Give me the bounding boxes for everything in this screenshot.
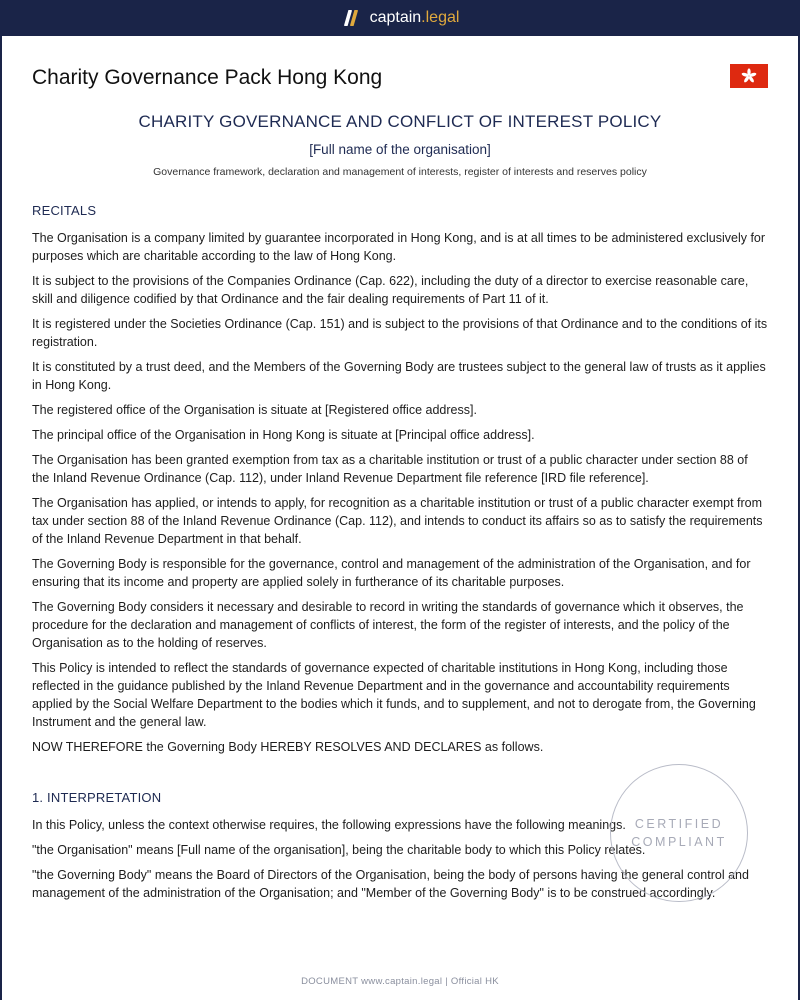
organisation-name-placeholder: [Full name of the organisation]	[309, 142, 491, 157]
recital-paragraph: The principal office of the Organisation in Hong Kong is situate at [Principal office address].	[32, 428, 535, 442]
recital-paragraph: This Policy is intended to reflect the standards of governance expected of charitable institutions in Hong Kong, including those reflected in the guidance published by the Inland Revenue Department and in the governance and accountability requirements applied by the Social Welfare Department to the bodies which it funds, and to supplement, and not to derogate from, the Governing Instrument and the general law.	[32, 661, 756, 729]
recitals-heading: RECITALS	[32, 203, 97, 218]
recital-paragraph: It is registered under the Societies Ordinance (Cap. 151) and is subject to the provisions of that Ordinance and to the conditions of its registration.	[32, 317, 768, 349]
brand-tld: .legal	[421, 9, 460, 26]
recital-paragraph: It is subject to the provisions of the Companies Ordinance (Cap. 622), including the duty of a director to exercise reasonable care, skill and diligence codified by that Ordinance and the fair dealing requirements of Part 11 of it.	[32, 274, 749, 306]
definition-paragraph: "the Governing Body" means the Board of Directors of the Organisation, being the body of persons having the general control and management of the administration of the Organisation; and "Member of the Governing Body" is to be construed accordingly.	[32, 868, 749, 900]
policy-subtitle: Governance framework, declaration and management of interests, register of interests and reserves policy	[153, 166, 647, 178]
recital-paragraph: It is constituted by a trust deed, and the Members of the Governing Body are trustees subject to the general law of trusts as it applies in Hong Kong.	[32, 360, 766, 392]
document-page	[2, 36, 798, 1000]
top-bar	[0, 0, 800, 36]
resolution-paragraph: NOW THEREFORE the Governing Body HEREBY RESOLVES AND DECLARES as follows.	[32, 740, 544, 754]
brand-name: captain	[369, 9, 422, 26]
recital-paragraph: The Governing Body considers it necessary and desirable to record in writing the standards of governance which it observes, the procedure for the declaration and management of conflicts of interest, the form of the register of interests, and the policy of the Organisation as to the holding of reserves.	[32, 600, 744, 650]
recital-paragraph: The registered office of the Organisation is situate at [Registered office address].	[32, 403, 477, 417]
document-body	[32, 202, 768, 909]
policy-title: CHARITY GOVERNANCE AND CONFLICT OF INTEREST POLICY	[138, 112, 662, 131]
recital-paragraph: The Organisation has been granted exemption from tax as a charitable institution or trust of a public character under section 88 of the Inland Revenue Ordinance (Cap. 112), under Inland Revenue Department file reference [IRD file reference].	[32, 453, 748, 485]
document-footer: DOCUMENT www.captain.legal | Official HK	[301, 976, 499, 987]
hong-kong-flag-icon	[730, 64, 768, 88]
pack-title: Charity Governance Pack Hong Kong	[32, 66, 383, 89]
stamp-line-1: CERTIFIED	[634, 817, 724, 831]
stamp-line-2: COMPLIANT	[631, 835, 727, 849]
recital-paragraph: The Governing Body is responsible for the governance, control and management of the administration of the Organisation, and for ensuring that its income and property are applied solely in furtherance of its charitable purposes.	[32, 557, 751, 589]
brand-name-text	[370, 9, 460, 27]
definition-paragraph: "the Organisation" means [Full name of the organisation], being the charitable body to which this Policy relates.	[32, 843, 646, 857]
recital-paragraph: The Organisation is a company limited by guarantee incorporated in Hong Kong, and is at all times to be administered exclusively for purposes which are charitable according to the law of Hong Kong.	[32, 231, 766, 263]
double-slash-logo-icon	[341, 10, 361, 26]
brand-logo[interactable]	[341, 9, 460, 27]
interpretation-heading: 1. INTERPRETATION	[32, 790, 162, 805]
interpretation-paragraph: In this Policy, unless the context otherwise requires, the following expressions have the following meanings.	[32, 818, 626, 832]
recital-paragraph: The Organisation has applied, or intends to apply, for recognition as a charitable institution or trust of a public character exempt from tax under section 88 of the Inland Revenue Ordinance (Cap. 112), and intends to conduct its affairs so as to satisfy the requirements of the Inland Revenue Department in that behalf.	[32, 496, 763, 546]
